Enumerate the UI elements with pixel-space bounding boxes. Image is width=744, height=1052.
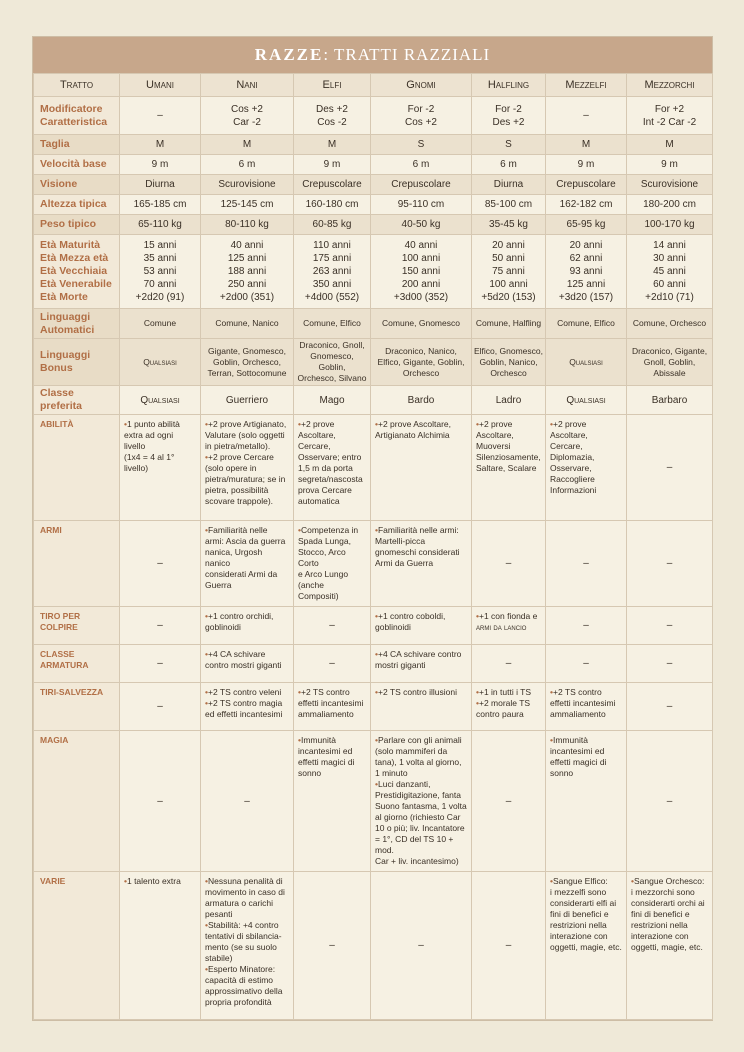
header-tratto: Tratto: [34, 74, 120, 97]
cell: M: [294, 135, 371, 155]
cell: •1 talento extra: [120, 872, 201, 1020]
cell: 15 anni 35 anni 53 anni 70 anni +2d20 (91): [120, 235, 201, 309]
cell: S: [371, 135, 472, 155]
cell: 6 m: [371, 155, 472, 175]
header-mezzorchi: Mezzorchi: [627, 74, 713, 97]
cell: M: [627, 135, 713, 155]
cell: Qualsiasi: [546, 339, 627, 386]
cell: 6 m: [201, 155, 294, 175]
cell: –: [472, 521, 546, 607]
block-varie: [34, 872, 713, 1020]
block-armi: [34, 521, 713, 607]
cell: Qualsiasi: [546, 386, 627, 415]
cell: •+2 prove Ascoltare, Cercare, Osservare; entro 1,5 m da porta segreta/nascosta prova Cercare automatica: [294, 415, 371, 521]
cell: 9 m: [120, 155, 201, 175]
cell: –: [627, 683, 713, 731]
cell: •Sangue Orchesco: i mezzorchi sono considerarti orchi ai fini di benefici e restrizioni nella interazione con oggetti, magie, etc.: [627, 872, 713, 1020]
cell: •+1 con fionda e armi da lancio: [472, 607, 546, 645]
cell: 40-50 kg: [371, 215, 472, 235]
cell: •Sangue Elfico: i mezzelfi sono considerarti elfi ai fini di benefici e restrizioni nella interazione con oggetti, magie, etc.: [546, 872, 627, 1020]
header-elfi: Elfi: [294, 74, 371, 97]
row-eta: [34, 235, 713, 309]
cell: 20 anni 50 anni 75 anni 100 anni +5d20 (153): [472, 235, 546, 309]
cell: •1 punto abilità extra ad ogni livello (1x4 = 4 al 1° livello): [120, 415, 201, 521]
cell: –: [546, 607, 627, 645]
cell: Bardo: [371, 386, 472, 415]
cell: –: [120, 521, 201, 607]
cell: Guerriero: [201, 386, 294, 415]
cell: •+2 TS contro illusioni: [371, 683, 472, 731]
cell: •Competenza in Spada Lunga, Stocco, Arco Corto e Arco Lungo (anche Compositi): [294, 521, 371, 607]
cell: Draconico, Gigante, Gnoll, Goblin, Abissale: [627, 339, 713, 386]
header-halfling: Halfling: [472, 74, 546, 97]
block-tiro-per-colpire: [34, 607, 713, 645]
cell: For -2 Des +2: [472, 97, 546, 135]
cell: Des +2 Cos -2: [294, 97, 371, 135]
row-altezza: [34, 195, 713, 215]
cell: •+1 contro coboldi, goblinoidi: [371, 607, 472, 645]
cell: 65-95 kg: [546, 215, 627, 235]
cell: 35-45 kg: [472, 215, 546, 235]
row-label: Linguaggi Bonus: [34, 339, 120, 386]
block-classe-armatura: [34, 645, 713, 683]
cell: 40 anni 100 anni 150 anni 200 anni +3d00 (352): [371, 235, 472, 309]
block-label: VARIE: [34, 872, 120, 1020]
cell: M: [120, 135, 201, 155]
cell: –: [627, 731, 713, 872]
row-label: Visione: [34, 175, 120, 195]
cell: Comune, Orchesco: [627, 309, 713, 339]
block-label: ABILITÀ: [34, 415, 120, 521]
cell: Comune, Halfling: [472, 309, 546, 339]
cell: Diurna: [472, 175, 546, 195]
cell: –: [546, 97, 627, 135]
cell: 162-182 cm: [546, 195, 627, 215]
cell: –: [472, 645, 546, 683]
cell: –: [627, 521, 713, 607]
cell: 125-145 cm: [201, 195, 294, 215]
traits-table: [33, 73, 713, 1020]
cell: 80-110 kg: [201, 215, 294, 235]
cell: Qualsiasi: [120, 386, 201, 415]
row-linguaggi-bonus: [34, 339, 713, 386]
cell: 180-200 cm: [627, 195, 713, 215]
cell: 40 anni 125 anni 188 anni 250 anni +2d00 (351): [201, 235, 294, 309]
cell: Comune, Gnomesco: [371, 309, 472, 339]
cell: 95-110 cm: [371, 195, 472, 215]
cell: 20 anni 62 anni 93 anni 125 anni +3d20 (157): [546, 235, 627, 309]
cell: •Familiarità nelle armi: Ascia da guerra nanica, Urgosh nanico considerati Armi da Guerra: [201, 521, 294, 607]
cell: Ladro: [472, 386, 546, 415]
cell: •Familiarità nelle armi: Martelli-picca gnomeschi considerati Armi da Guerra: [371, 521, 472, 607]
cell: Comune, Elfico: [294, 309, 371, 339]
block-magia: [34, 731, 713, 872]
row-label: Velocità base: [34, 155, 120, 175]
cell: •+2 prove Artigianato, Valutare (solo oggetti in pietra/metallo). •+2 prove Cercare (solo opere in pietra/muratura; se in pietra, possibilità scovare trappole).: [201, 415, 294, 521]
header-gnomi: Gnomi: [371, 74, 472, 97]
cell: •Nessuna penalità di movimento in caso di armatura o carichi pesanti •Stabilità: +4 contro tentativi di sbilancia- mento (se su suolo stabile) •Esperto Minatore: capacità di estimo approssimativo della propria profondità: [201, 872, 294, 1020]
cell: –: [120, 731, 201, 872]
row-velocita: [34, 155, 713, 175]
row-taglia: [34, 135, 713, 155]
cell: •+1 contro orchidi, goblinoidi: [201, 607, 294, 645]
cell: Comune: [120, 309, 201, 339]
cell: 110 anni 175 anni 263 anni 350 anni +4d00 (552): [294, 235, 371, 309]
cell: –: [120, 607, 201, 645]
row-label: Classe preferita: [34, 386, 120, 415]
banner-title-part2: TRATTI RAZZIALI: [334, 45, 491, 64]
cell: Gigante, Gnomesco, Goblin, Orchesco, Terran, Sottocomune: [201, 339, 294, 386]
cell: •+2 TS contro effetti incantesimi ammaliamento: [546, 683, 627, 731]
cell: –: [371, 872, 472, 1020]
cell: –: [472, 872, 546, 1020]
row-peso: [34, 215, 713, 235]
cell: –: [546, 645, 627, 683]
cell: •+4 CA schivare contro mostri giganti: [371, 645, 472, 683]
cell: Elfico, Gnomesco, Goblin, Nanico, Orchesco: [472, 339, 546, 386]
racial-traits-sheet: [32, 36, 713, 1021]
cell: –: [294, 872, 371, 1020]
block-label: TIRI-SALVEZZA: [34, 683, 120, 731]
cell: Scurovisione: [627, 175, 713, 195]
cell: –: [627, 645, 713, 683]
cell: M: [546, 135, 627, 155]
cell: For -2 Cos +2: [371, 97, 472, 135]
header-mezzelfi: Mezzelfi: [546, 74, 627, 97]
row-label: Età Maturità Età Mezza età Età Vecchiaia Età Venerabile Età Morte: [34, 235, 120, 309]
cell: Cos +2 Car -2: [201, 97, 294, 135]
cell: –: [546, 521, 627, 607]
cell: 65-110 kg: [120, 215, 201, 235]
header-nani: Nani: [201, 74, 294, 97]
cell: •+2 prove Ascoltare, Muoversi Silenziosamente, Saltare, Scalare: [472, 415, 546, 521]
cell: –: [472, 731, 546, 872]
row-label: Modificatore Caratteristica: [34, 97, 120, 135]
cell: For +2 Int -2 Car -2: [627, 97, 713, 135]
cell: Draconico, Nanico, Elfico, Gigante, Goblin, Orchesco: [371, 339, 472, 386]
row-modificatore: [34, 97, 713, 135]
cell: •Parlare con gli animali (solo mammiferi da tana), 1 volta al giorno, 1 minuto •Luci danzanti, Prestidigitazione, fanta Suono fantasma, 1 volta al giorno (richiesto Car 10 o più; liv. Incantatore = 1°, CD del TS 10 + mod. Car + liv. incantesimo): [371, 731, 472, 872]
cell: Mago: [294, 386, 371, 415]
block-label: MAGIA: [34, 731, 120, 872]
cell: –: [201, 731, 294, 872]
row-visione: [34, 175, 713, 195]
cell: Scurovisione: [201, 175, 294, 195]
cell: 6 m: [472, 155, 546, 175]
cell: Crepuscolare: [546, 175, 627, 195]
cell: –: [627, 415, 713, 521]
cell: •+2 TS contro effetti incantesimi ammaliamento: [294, 683, 371, 731]
row-label: Altezza tipica: [34, 195, 120, 215]
cell: 165-185 cm: [120, 195, 201, 215]
cell: –: [120, 683, 201, 731]
header-row: [34, 74, 713, 97]
cell: Crepuscolare: [371, 175, 472, 195]
block-tiri-salvezza: [34, 683, 713, 731]
cell: Comune, Elfico: [546, 309, 627, 339]
cell: –: [294, 645, 371, 683]
banner-title-part1: RAZZE: [254, 45, 324, 64]
row-classe-preferita: [34, 386, 713, 415]
cell: 9 m: [294, 155, 371, 175]
row-linguaggi-automatici: [34, 309, 713, 339]
cell: •+2 prove Ascoltare, Cercare, Diplomazia, Osservare, Raccogliere Informazioni: [546, 415, 627, 521]
cell: 60-85 kg: [294, 215, 371, 235]
cell: –: [120, 97, 201, 135]
cell: 100-170 kg: [627, 215, 713, 235]
cell: 9 m: [627, 155, 713, 175]
cell: –: [120, 645, 201, 683]
cell: •+2 TS contro veleni •+2 TS contro magia ed effetti incantesimi: [201, 683, 294, 731]
cell: Draconico, Gnoll, Gnomesco, Goblin, Orchesco, Silvano: [294, 339, 371, 386]
cell: 160-180 cm: [294, 195, 371, 215]
header-umani: Umani: [120, 74, 201, 97]
cell: •Immunità incantesimi ed effetti magici di sonno: [294, 731, 371, 872]
cell: 9 m: [546, 155, 627, 175]
cell: 14 anni 30 anni 45 anni 60 anni +2d10 (71): [627, 235, 713, 309]
cell: Comune, Nanico: [201, 309, 294, 339]
cell: •Immunità incantesimi ed effetti magici di sonno: [546, 731, 627, 872]
banner-title-separator: :: [323, 45, 330, 64]
cell: •+4 CA schivare contro mostri giganti: [201, 645, 294, 683]
cell: •+1 in tutti i TS •+2 morale TS contro paura: [472, 683, 546, 731]
cell: Crepuscolare: [294, 175, 371, 195]
cell: M: [201, 135, 294, 155]
cell: –: [627, 607, 713, 645]
row-label: Peso tipico: [34, 215, 120, 235]
row-label: Linguaggi Automatici: [34, 309, 120, 339]
block-label: ARMI: [34, 521, 120, 607]
cell: 85-100 cm: [472, 195, 546, 215]
row-label: Taglia: [34, 135, 120, 155]
block-abilita: [34, 415, 713, 521]
cell: S: [472, 135, 546, 155]
cell: Diurna: [120, 175, 201, 195]
cell: Barbaro: [627, 386, 713, 415]
cell: Qualsiasi: [120, 339, 201, 386]
block-label: CLASSE ARMATURA: [34, 645, 120, 683]
cell: •+2 prove Ascoltare, Artigianato Alchimia: [371, 415, 472, 521]
cell: –: [294, 607, 371, 645]
banner-title: [33, 37, 712, 73]
block-label: TIRO PER COLPIRE: [34, 607, 120, 645]
